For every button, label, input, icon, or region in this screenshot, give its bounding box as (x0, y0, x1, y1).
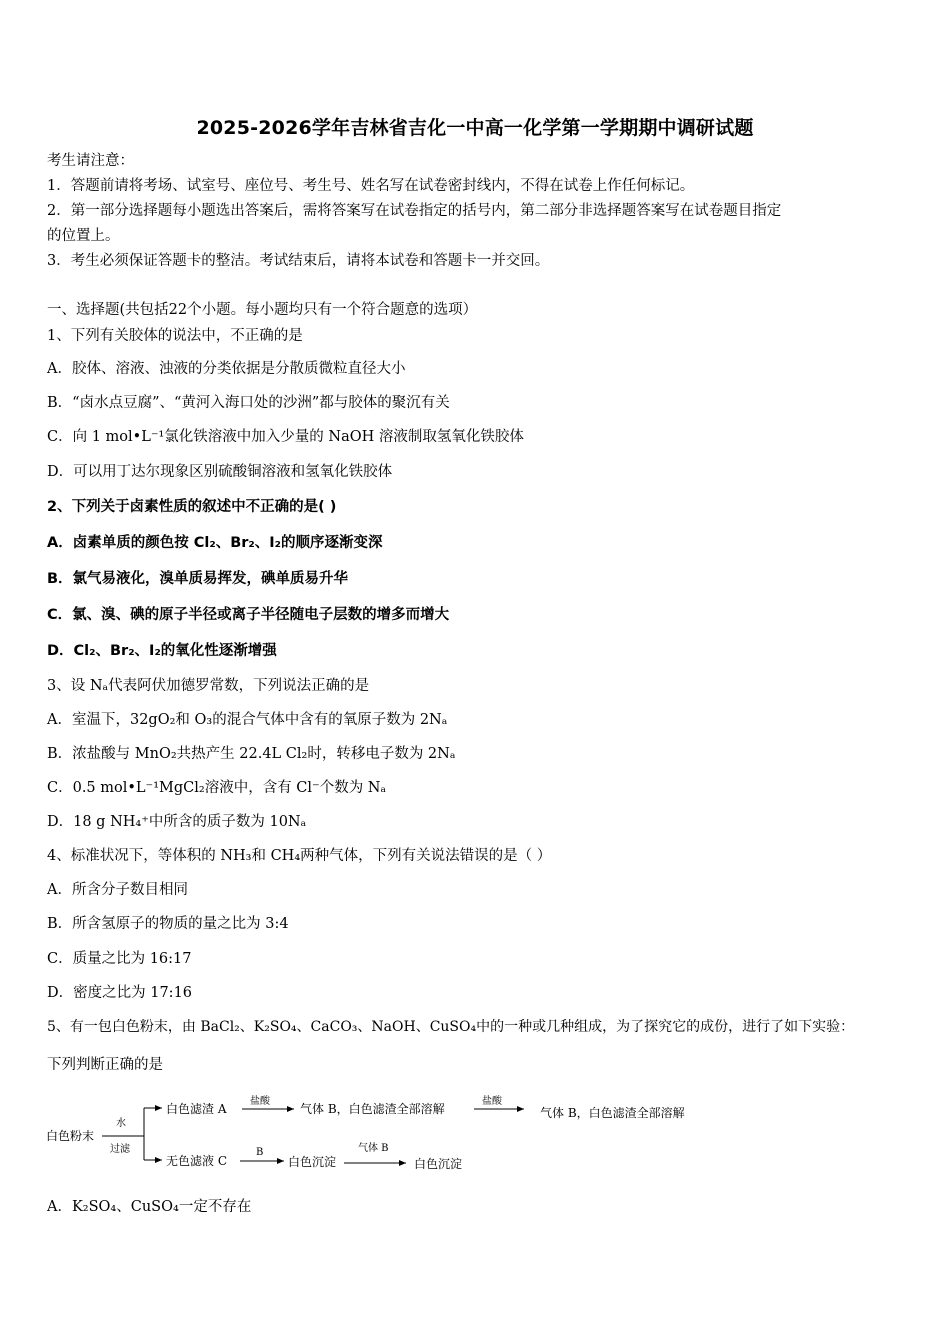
question-3-option-a: A．室温下，32gO₂和 O₃的混合气体中含有的氧原子数为 2Nₐ (47, 712, 448, 728)
question-1-option-b: B．“卤水点豆腐”、“黄河入海口处的沙洲”都与胶体的聚沉有关 (47, 395, 450, 411)
question-2-option-d: D．Cl₂、Br₂、I₂的氧化性逐渐增强 (47, 643, 277, 659)
question-4-option-c: C．质量之比为 16:17 (47, 951, 192, 967)
notice-item: 3．考生必须保证答题卡的整洁。考试结束后，请将本试卷和答题卡一并交回。 (47, 253, 550, 269)
flow-gas-b-label: 气体 B，白色滤渣全部溶解 (540, 1106, 685, 1120)
question-4-option-a: A．所含分子数目相同 (47, 882, 188, 898)
flow-reagent-b-label: B (256, 1147, 264, 1158)
question-3-option-c: C．0.5 mol•L⁻¹MgCl₂溶液中，含有 Cl⁻个数为 Nₐ (47, 780, 387, 796)
flow-filter-label: 过滤 (110, 1144, 130, 1155)
question-1-option-c: C．向 1 mol•L⁻¹氯化铁溶液中加入少量的 NaOH 溶液制取氢氧化铁胶体 (47, 429, 524, 445)
question-3-stem: 3、设 Nₐ代表阿伏加德罗常数，下列说法正确的是 (47, 678, 370, 694)
flow-start-label: 白色粉末 (46, 1129, 95, 1143)
question-1-stem: 1、下列有关胶体的说法中，不正确的是 (47, 328, 303, 344)
question-2-option-a: A．卤素单质的颜色按 Cl₂、Br₂、I₂的顺序逐渐变深 (47, 535, 383, 551)
question-2-option-c: C．氯、溴、碘的原子半径或离子半径随电子层数的增多而增大 (47, 607, 450, 623)
flow-water-label: 水 (116, 1118, 126, 1129)
page-title: 2025-2026学年吉林省吉化一中高一化学第一学期期中调研试题 (196, 117, 754, 139)
flow-residue-a-label: 白色滤渣 A (166, 1102, 227, 1116)
notice-item: 1．答题前请将考场、试室号、座位号、考生号、姓名写在试卷密封线内，不得在试卷上作任何标记。 (47, 178, 695, 194)
flow-filtrate-c-label: 无色滤液 C (166, 1154, 227, 1168)
notice-item: 2．第一部分选择题每小题选出答案后，需将答案写在试卷指定的括号内，第二部分非选择题答案写在试卷题目指定 (47, 203, 782, 219)
flow-gas-b-label: 气体 B (358, 1143, 389, 1154)
question-1-option-a: A．胶体、溶液、浊液的分类依据是分散质微粒直径大小 (47, 361, 406, 377)
question-1-option-d: D．可以用丁达尔现象区别硫酸铜溶液和氢氧化铁胶体 (47, 464, 393, 480)
flow-precipitate-label: 白色沉淀 (414, 1157, 463, 1171)
section-heading: 一、选择题(共包括22个小题。每小题均只有一个符合题意的选项） (47, 302, 478, 318)
question-2-stem: 2、下列关于卤素性质的叙述中不正确的是( ) (47, 499, 337, 515)
experiment-flow-diagram (44, 1088, 744, 1178)
notice-heading: 考生请注意： (47, 153, 134, 169)
flow-gas-b-label: 气体 B，白色滤渣全部溶解 (300, 1102, 445, 1116)
question-5-stem-2: 下列判断正确的是 (47, 1057, 163, 1073)
flow-acid-label: 盐酸 (482, 1096, 502, 1107)
notice-item: 的位置上。 (47, 228, 120, 244)
question-3-option-d: D．18 g NH₄⁺中所含的质子数为 10Nₐ (47, 814, 307, 830)
flow-precipitate-label: 白色沉淀 (288, 1155, 337, 1169)
question-3-option-b: B．浓盐酸与 MnO₂共热产生 22.4L Cl₂时，转移电子数为 2Nₐ (47, 746, 456, 762)
question-4-stem: 4、标准状况下，等体积的 NH₃和 CH₄两种气体，下列有关说法错误的是（ ） (47, 848, 552, 864)
question-5-option-a: A．K₂SO₄、CuSO₄一定不存在 (47, 1199, 252, 1215)
question-5-stem: 5、有一包白色粉末，由 BaCl₂、K₂SO₄、CaCO₃、NaOH、CuSO₄中的一种或几种组成，为了探究它的成份，进行了如下实验： (47, 1019, 855, 1035)
question-4-option-b: B．所含氢原子的物质的量之比为 3:4 (47, 916, 289, 932)
flow-acid-label: 盐酸 (250, 1096, 270, 1107)
question-4-option-d: D．密度之比为 17:16 (47, 985, 193, 1001)
question-2-option-b: B．氯气易液化，溴单质易挥发，碘单质易升华 (47, 571, 349, 587)
